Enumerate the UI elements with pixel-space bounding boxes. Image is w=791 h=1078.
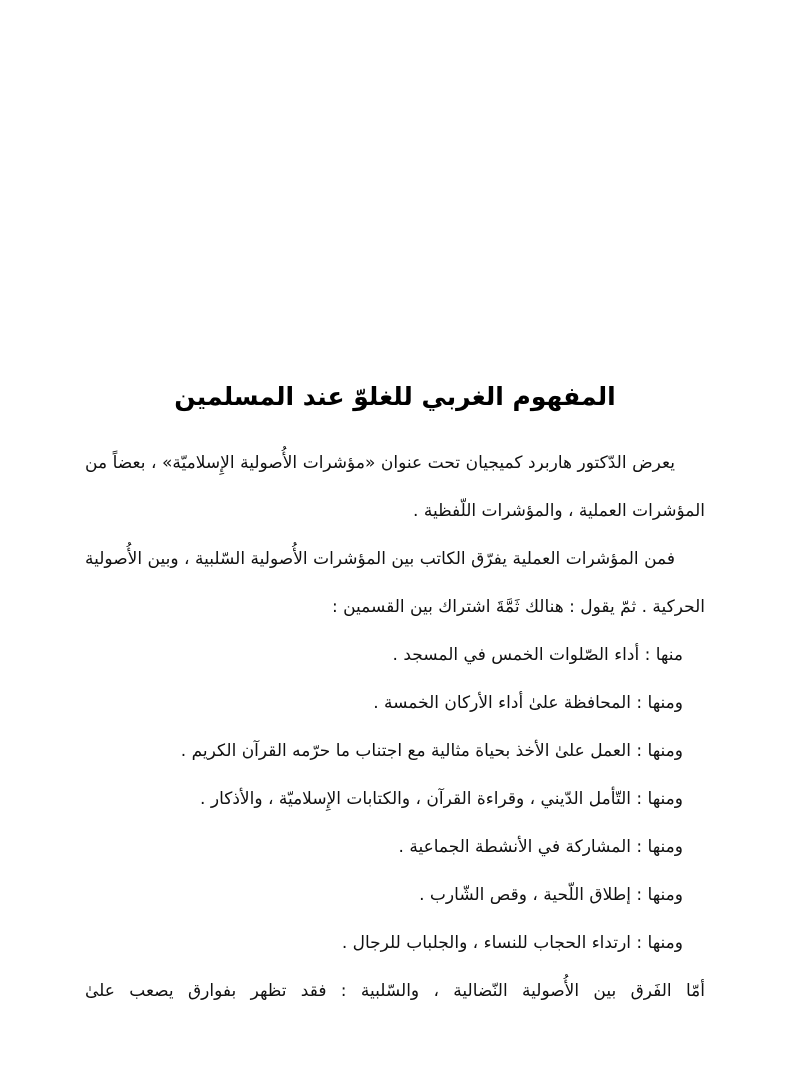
page-title: المفهوم الغربي للغلوّ عند المسلمين (174, 382, 616, 411)
page-content (85, 382, 705, 1015)
paragraph-intro: يعرض الدّكتور هاربرد كميجيان تحت عنوان «مؤشرات الأُصولية الإِسلاميّة» ، بعضاً من المؤشرات العملية ، والمؤشرات اللّفظية . (85, 453, 705, 521)
list-item: ومنها : العمل علىٰ الأخذ بحياة مثالية مع اجتناب ما حرّمه القرآن الكريم . (180, 741, 683, 761)
list-item: ومنها : المحافظة علىٰ أداء الأركان الخمسة . (373, 693, 683, 713)
paragraph-practical-indicators: فمن المؤشرات العملية يفرّق الكاتب بين المؤشرات الأُصولية السّلبية ، وبين الأُصولية الحركية . ثمّ يقول : هنالك ثَمَّةَ اشتراك بين القسمين : (85, 549, 705, 617)
list-item: ومنها : إطلاق اللّحية ، وقص الشّارب . (419, 885, 683, 905)
list-item: ومنها : التّأمل الدّيني ، وقراءة القرآن ، والكتابات الإِسلاميّة ، والأذكار . (200, 789, 683, 809)
list-item: منها : أداء الصّلوات الخمس في المسجد . (392, 645, 683, 665)
paragraph-closing: أمّا الفَرق بين الأُصولية النّضالية ، والسّلبية : فقد تظهر بفوارق يصعب علىٰ (85, 981, 705, 1001)
list-item: ومنها : ارتداء الحجاب للنساء ، والجلباب للرجال . (341, 933, 683, 953)
list-item: ومنها : المشاركة في الأنشطة الجماعية . (398, 837, 683, 857)
